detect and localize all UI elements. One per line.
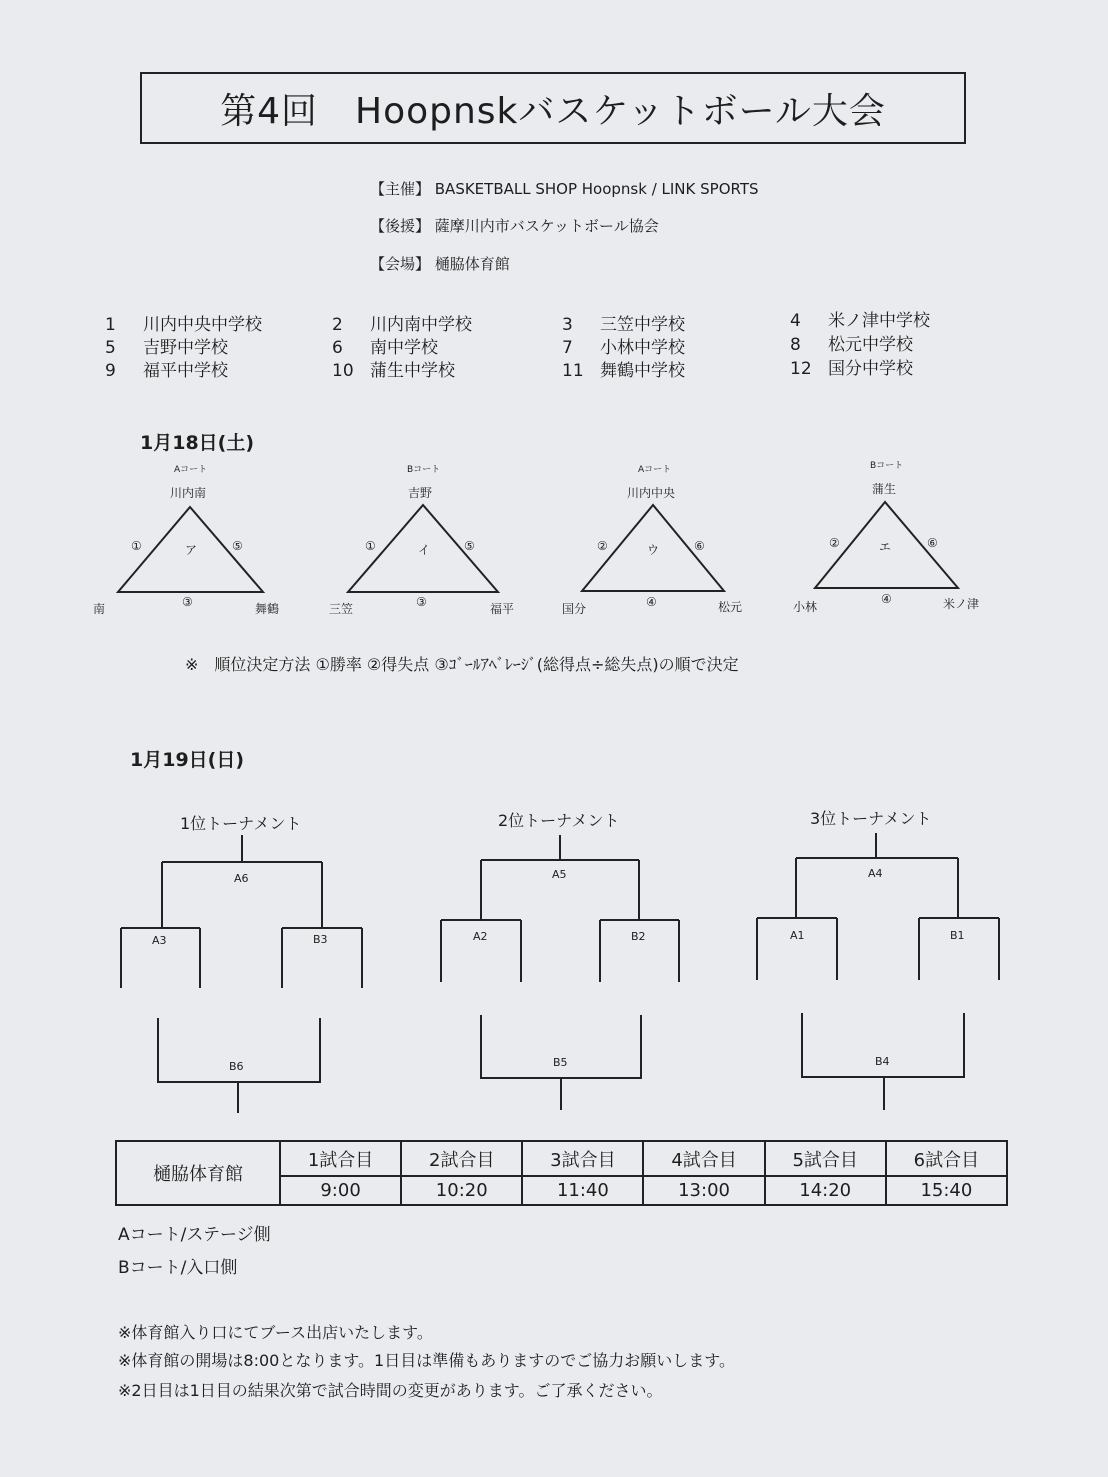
game-code: B1 bbox=[950, 929, 965, 942]
group-center: ア bbox=[185, 543, 198, 557]
game-time: 13:00 bbox=[643, 1176, 764, 1205]
group-right-team: 米ノ津 bbox=[943, 597, 980, 611]
group-left-team: 三笠 bbox=[329, 602, 354, 616]
game-label: 4試合目 bbox=[643, 1141, 764, 1176]
game-code: B3 bbox=[313, 933, 328, 946]
tournament-title: 3位トーナメント bbox=[810, 809, 932, 828]
game-number: ⑥ bbox=[694, 539, 705, 553]
team-entry: 1 川内中央中学校 bbox=[105, 315, 262, 335]
group-left-team: 国分 bbox=[562, 602, 587, 616]
game-number: ③ bbox=[182, 595, 193, 609]
game-time: 9:00 bbox=[280, 1176, 401, 1205]
team-entry: 12 国分中学校 bbox=[790, 359, 913, 379]
group-center: エ bbox=[879, 540, 892, 554]
team-entry: 4 米ノ津中学校 bbox=[790, 311, 930, 331]
schedule-table bbox=[115, 1140, 1008, 1206]
group-right-team: 舞鶴 bbox=[255, 602, 280, 616]
game-label: 6試合目 bbox=[886, 1141, 1007, 1176]
game-number: ③ bbox=[416, 595, 427, 609]
tournament-title: 2位トーナメント bbox=[498, 811, 620, 830]
game-number: ④ bbox=[646, 595, 657, 609]
game-code: A4 bbox=[868, 867, 883, 880]
team-entry: 9 福平中学校 bbox=[105, 361, 228, 381]
organizer-info: 【主催】 BASKETBALL SHOP Hoopnsk / LINK SPORTS bbox=[370, 180, 759, 198]
team-entry: 3 三笠中学校 bbox=[562, 315, 685, 335]
schedule-venue: 樋脇体育館 bbox=[116, 1141, 280, 1205]
group-center: イ bbox=[418, 543, 431, 557]
game-code: B4 bbox=[875, 1055, 890, 1068]
game-code: A6 bbox=[234, 872, 249, 885]
day2-date: 1月19日(日) bbox=[130, 749, 245, 771]
group-top-team: 吉野 bbox=[408, 486, 433, 500]
game-code: A1 bbox=[790, 929, 805, 942]
bracket-3-upper bbox=[757, 833, 999, 980]
game-label: 2試合目 bbox=[401, 1141, 522, 1176]
tournament-title: 1位トーナメント bbox=[180, 814, 302, 833]
game-time: 11:40 bbox=[522, 1176, 643, 1205]
game-number: ② bbox=[597, 539, 608, 553]
game-time: 14:20 bbox=[765, 1176, 886, 1205]
game-code: A5 bbox=[552, 868, 567, 881]
team-entry: 6 南中学校 bbox=[332, 338, 438, 358]
footer-note: ※体育館の開場は8:00となります。1日目は準備もありますのでご協力お願いします。 bbox=[118, 1351, 735, 1370]
footer-note: ※2日目は1日目の結果次第で試合時間の変更があります。ご了承ください。 bbox=[118, 1381, 663, 1400]
game-code: B6 bbox=[229, 1060, 244, 1073]
game-code: A3 bbox=[152, 934, 167, 947]
game-number: ⑤ bbox=[232, 539, 243, 553]
group-top-team: 川内中央 bbox=[627, 486, 676, 500]
team-entry: 5 吉野中学校 bbox=[105, 338, 228, 358]
game-number: ⑥ bbox=[927, 536, 938, 550]
game-time: 10:20 bbox=[401, 1176, 522, 1205]
bracket-2-upper bbox=[441, 835, 679, 982]
group-top-team: 川内南 bbox=[170, 486, 207, 500]
group-right-team: 松元 bbox=[718, 600, 743, 614]
group-center: ウ bbox=[647, 543, 660, 557]
team-entry: 7 小林中学校 bbox=[562, 338, 685, 358]
team-entry: 2 川内南中学校 bbox=[332, 315, 472, 335]
team-entry: 8 松元中学校 bbox=[790, 335, 913, 355]
court-a-note: Aコート/ステージ側 bbox=[118, 1225, 271, 1245]
court-b-note: Bコート/入口側 bbox=[118, 1258, 238, 1278]
game-time: 15:40 bbox=[886, 1176, 1007, 1205]
game-number: ② bbox=[829, 536, 840, 550]
day1-date: 1月18日(土) bbox=[140, 432, 255, 454]
team-entry: 10 蒲生中学校 bbox=[332, 361, 455, 381]
ranking-rule-note: ※ 順位決定方法 ①勝率 ②得失点 ③ｺﾞｰﾙｱﾍﾞﾚｰｼﾞ(総得点÷総失点)の順で決定 bbox=[185, 655, 739, 674]
game-label: 5試合目 bbox=[765, 1141, 886, 1176]
game-number: ④ bbox=[881, 592, 892, 606]
group-top-team: 蒲生 bbox=[872, 482, 897, 496]
court-label: Aコート bbox=[174, 465, 208, 475]
support-info: 【後援】 薩摩川内市バスケットボール協会 bbox=[370, 217, 659, 235]
footer-note: ※体育館入り口にてブース出店いたします。 bbox=[118, 1323, 433, 1342]
game-label: 1試合目 bbox=[280, 1141, 401, 1176]
game-code: B5 bbox=[553, 1056, 568, 1069]
bracket-1-upper bbox=[121, 835, 362, 988]
game-number: ① bbox=[131, 539, 142, 553]
game-number: ⑤ bbox=[464, 539, 475, 553]
team-entry: 11 舞鶴中学校 bbox=[562, 361, 685, 381]
group-right-team: 福平 bbox=[490, 602, 515, 616]
game-number: ① bbox=[365, 539, 376, 553]
court-label: Aコート bbox=[638, 465, 672, 475]
game-code: A2 bbox=[473, 930, 488, 943]
court-label: Bコート bbox=[407, 465, 441, 475]
group-left-team: 南 bbox=[93, 602, 106, 616]
court-label: Bコート bbox=[870, 461, 904, 471]
game-code: B2 bbox=[631, 930, 646, 943]
venue-info: 【会場】 樋脇体育館 bbox=[370, 255, 510, 273]
group-left-team: 小林 bbox=[793, 600, 818, 614]
game-label: 3試合目 bbox=[522, 1141, 643, 1176]
page-title: 第4回 Hoopnskバスケットボール大会 bbox=[140, 72, 966, 144]
